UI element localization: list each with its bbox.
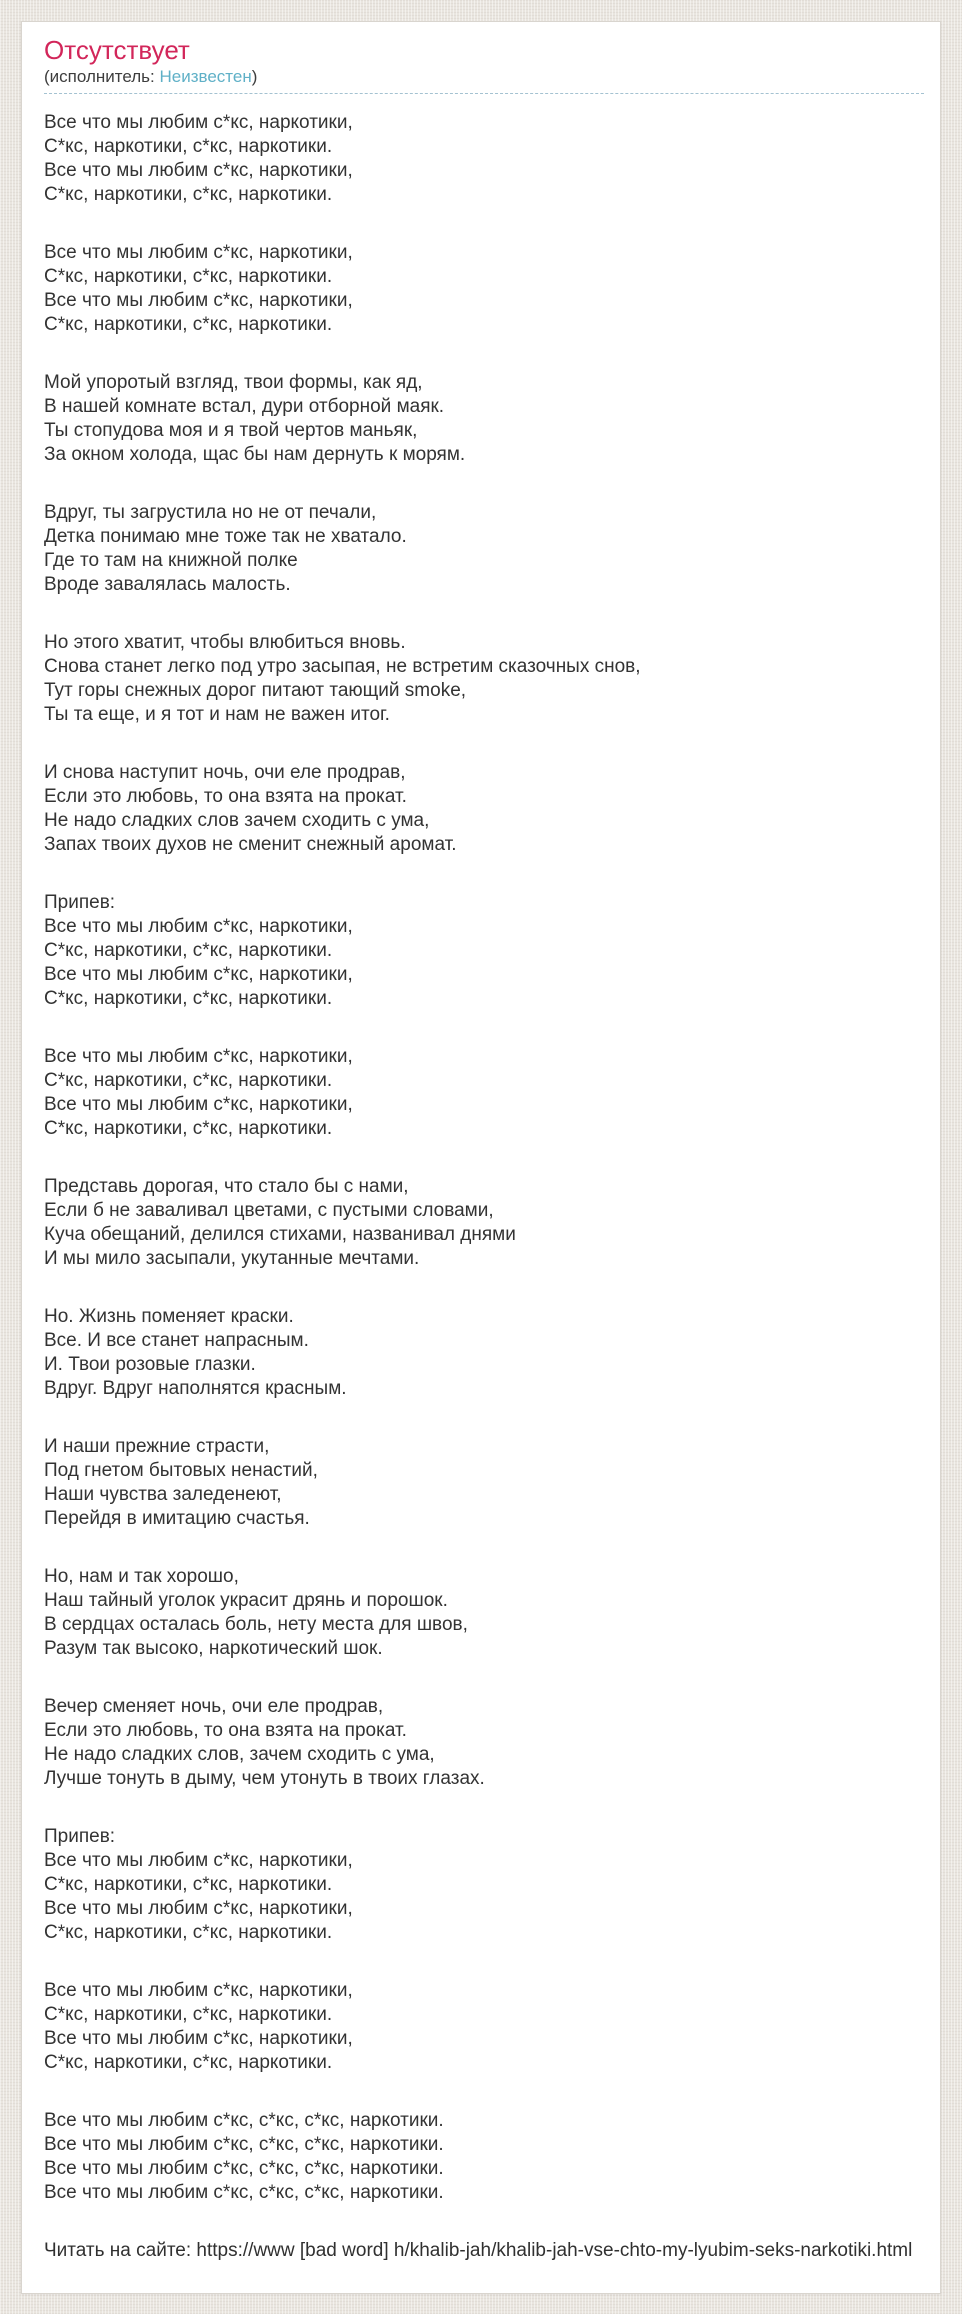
lyric-line: Все что мы любим с*кс, наркотики, — [44, 290, 353, 311]
lyric-line: Тут горы снежных дорог питают тающий smoke, — [44, 680, 467, 701]
lyric-line: За окном холода, щас бы нам дернуть к морям. — [44, 444, 466, 465]
lyrics-stanza — [44, 891, 924, 1011]
lyric-line: Вечер сменяет ночь, очи еле продрав, — [44, 1696, 384, 1717]
lyric-line: Все что мы любим с*кс, с*кс, с*кс, наркотики. — [44, 2110, 444, 2131]
lyric-line: Все что мы любим с*кс, наркотики, — [44, 242, 353, 263]
artist-label: (исполнитель: — [44, 67, 160, 86]
lyric-line: Если это любовь, то она взята на прокат. — [44, 1720, 407, 1741]
lyric-line: С*кс, наркотики, с*кс, наркотики. — [44, 1874, 333, 1895]
lyric-line: С*кс, наркотики, с*кс, наркотики. — [44, 1118, 333, 1139]
lyric-line: Перейдя в имитацию счастья. — [44, 1508, 310, 1529]
lyric-line: В сердцах осталась боль, нету места для швов, — [44, 1614, 468, 1635]
lyric-line: Где то там на книжной полке — [44, 550, 298, 571]
lyric-line: Лучше тонуть в дыму, чем утонуть в твоих глазах. — [44, 1768, 485, 1789]
lyrics-stanza — [44, 1979, 924, 2075]
lyric-line: С*кс, наркотики, с*кс, наркотики. — [44, 1922, 333, 1943]
lyric-line: Но, нам и так хорошо, — [44, 1566, 239, 1587]
lyrics-stanza — [44, 1565, 924, 1661]
lyric-line: И мы мило засыпали, укутанные мечтами. — [44, 1248, 420, 1269]
lyric-line: Все что мы любим с*кс, наркотики, — [44, 964, 353, 985]
lyric-line: Все что мы любим с*кс, с*кс, с*кс, наркотики. — [44, 2182, 444, 2203]
lyric-line: Вдруг. Вдруг наполнятся красным. — [44, 1378, 347, 1399]
content-card — [21, 21, 941, 2294]
lyric-line: С*кс, наркотики, с*кс, наркотики. — [44, 314, 333, 335]
lyric-line: Все что мы любим с*кс, с*кс, с*кс, наркотики. — [44, 2134, 444, 2155]
lyric-line: Если б не заваливал цветами, с пустыми словами, — [44, 1200, 494, 1221]
lyrics-stanza — [44, 1305, 924, 1401]
lyric-line: Припев: — [44, 1826, 116, 1847]
lyric-line: С*кс, наркотики, с*кс, наркотики. — [44, 2004, 333, 2025]
lyrics-stanza — [44, 631, 924, 727]
lyric-line: Ты стопудова моя и я твой чертов маньяк, — [44, 420, 418, 441]
lyric-line: Мой упоротый взгляд, твои формы, как яд, — [44, 372, 423, 393]
lyric-line: Под гнетом бытовых ненастий, — [44, 1460, 318, 1481]
lyric-line: Куча обещаний, делился стихами, названивал днями — [44, 1224, 516, 1245]
lyrics-stanza — [44, 111, 924, 207]
lyric-line: Наш тайный уголок украсит дрянь и порошок. — [44, 1590, 448, 1611]
lyric-line: С*кс, наркотики, с*кс, наркотики. — [44, 184, 333, 205]
artist-line — [44, 66, 924, 94]
page-title: Отсутствует — [44, 35, 190, 65]
lyric-line: Снова станет легко под утро засыпая, не встретим сказочных снов, — [44, 656, 641, 677]
lyric-line: Не надо сладких слов зачем сходить с ума, — [44, 810, 430, 831]
lyric-line: Наши чувства заледенеют, — [44, 1484, 282, 1505]
lyric-line: Все что мы любим с*кс, наркотики, — [44, 1094, 353, 1115]
lyric-line: Не надо сладких слов, зачем сходить с ума, — [44, 1744, 435, 1765]
lyric-line: С*кс, наркотики, с*кс, наркотики. — [44, 1070, 333, 1091]
lyric-line: Все что мы любим с*кс, наркотики, — [44, 1980, 353, 2001]
lyric-line: Все. И все станет напрасным. — [44, 1330, 309, 1351]
lyric-line: Все что мы любим с*кс, наркотики, — [44, 112, 353, 133]
lyric-line: И снова наступит ночь, очи еле продрав, — [44, 762, 406, 783]
lyric-line: Все что мы любим с*кс, наркотики, — [44, 1898, 353, 1919]
lyric-line: Детка понимаю мне тоже так не хватало. — [44, 526, 407, 547]
lyric-line: Вроде завалялась малость. — [44, 574, 291, 595]
lyric-line: Все что мы любим с*кс, наркотики, — [44, 916, 353, 937]
lyric-line: Запах твоих духов не сменит снежный аромат. — [44, 834, 457, 855]
lyric-line: И наши прежние страсти, — [44, 1436, 270, 1457]
lyrics-stanza — [44, 1175, 924, 1271]
lyric-line: С*кс, наркотики, с*кс, наркотики. — [44, 988, 333, 1009]
footer-note: Читать на сайте: https://www [bad word] h/khalib-jah/khalib-jah-vse-chto-my-lyubim-seks-narkotiki.html — [44, 2240, 913, 2261]
lyrics-stanza — [44, 241, 924, 337]
lyric-line: Все что мы любим с*кс, наркотики, — [44, 1046, 353, 1067]
lyrics-stanza — [44, 2109, 924, 2205]
lyrics-stanza — [44, 1825, 924, 1945]
lyric-line: И. Твои розовые глазки. — [44, 1354, 256, 1375]
lyric-line: В нашей комнате встал, дури отборной маяк. — [44, 396, 445, 417]
lyric-line: Но этого хватит, чтобы влюбиться вновь. — [44, 632, 406, 653]
lyric-line: Представь дорогая, что стало бы с нами, — [44, 1176, 409, 1197]
lyrics-stanza — [44, 501, 924, 597]
lyrics — [44, 111, 924, 2205]
lyric-line: С*кс, наркотики, с*кс, наркотики. — [44, 266, 333, 287]
lyrics-stanza — [44, 371, 924, 467]
lyric-line: С*кс, наркотики, с*кс, наркотики. — [44, 940, 333, 961]
lyric-line: Если это любовь, то она взята на прокат. — [44, 786, 407, 807]
artist-label-close: ) — [251, 67, 258, 86]
lyric-line: Ты та еще, и я тот и нам не важен итог. — [44, 704, 390, 725]
lyric-line: С*кс, наркотики, с*кс, наркотики. — [44, 2052, 333, 2073]
lyric-line: Все что мы любим с*кс, наркотики, — [44, 1850, 353, 1871]
artist-link[interactable]: Неизвестен — [159, 67, 252, 86]
lyrics-stanza — [44, 761, 924, 857]
lyric-line: Все что мы любим с*кс, с*кс, с*кс, наркотики. — [44, 2158, 444, 2179]
lyric-line: Но. Жизнь поменяет краски. — [44, 1306, 294, 1327]
lyric-line: Вдруг, ты загрустила но не от печали, — [44, 502, 377, 523]
lyric-line: Припев: — [44, 892, 116, 913]
lyric-line: Разум так высоко, наркотический шок. — [44, 1638, 383, 1659]
lyric-line: С*кс, наркотики, с*кс, наркотики. — [44, 136, 333, 157]
lyrics-stanza — [44, 1695, 924, 1791]
lyric-line: Все что мы любим с*кс, наркотики, — [44, 160, 353, 181]
lyrics-stanza — [44, 1045, 924, 1141]
lyric-line: Все что мы любим с*кс, наркотики, — [44, 2028, 353, 2049]
lyrics-stanza — [44, 1435, 924, 1531]
